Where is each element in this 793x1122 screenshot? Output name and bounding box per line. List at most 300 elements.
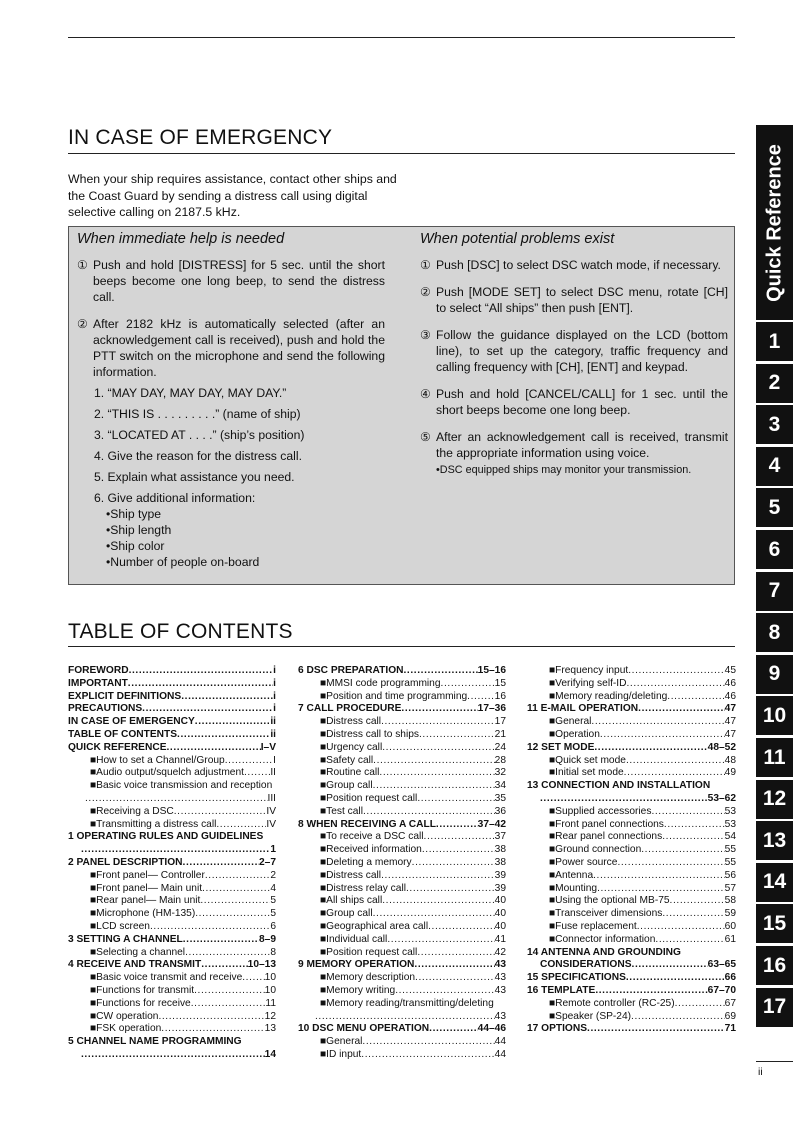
potential-problems-heading: When potential problems exist (420, 231, 615, 247)
toc-entry[interactable] (527, 844, 736, 857)
toc-entry[interactable] (298, 985, 506, 998)
toc-entry[interactable] (527, 793, 736, 806)
toc-entry[interactable] (527, 895, 736, 908)
toc-entry-title: 7 CALL PROCEDURE (298, 703, 402, 715)
step-text: Push and hold [DISTRESS] for 5 sec. until the short beeps become one long beep, to send the distress call. (93, 258, 385, 304)
chapter-tab-9[interactable]: 9 (756, 655, 793, 694)
toc-entry-title: ■Front panel— Main unit (90, 882, 203, 894)
step-number: ② (420, 285, 431, 299)
toc-dot-leader (382, 895, 494, 908)
dsc-monitor-note: •DSC equipped ships may monitor your transmission. (436, 464, 692, 476)
toc-entry-title: ■Front panel connections (549, 818, 664, 830)
toc-entry-title: ■Connector information (549, 933, 656, 945)
toc-entry[interactable] (527, 934, 736, 947)
toc-entry[interactable] (68, 1036, 276, 1049)
toc-dot-leader (441, 678, 495, 691)
toc-entry-title: ■Transceiver dimensions (549, 908, 663, 920)
toc-entry[interactable] (68, 895, 276, 908)
toc-page-number: i (273, 677, 276, 689)
toc-entry[interactable] (527, 716, 736, 729)
toc-dot-leader (387, 934, 494, 947)
toc-entry-title: ■Memory reading/transmitting/deleting (320, 997, 494, 1009)
toc-dot-leader (632, 959, 708, 972)
toc-entry[interactable] (298, 1011, 506, 1024)
toc-page-number: 47 (724, 716, 736, 728)
toc-entry[interactable] (68, 972, 276, 985)
toc-entry[interactable] (298, 959, 506, 972)
toc-entry-title: 12 SET MODE (527, 741, 595, 753)
toc-entry[interactable] (68, 844, 276, 857)
toc-dot-leader (424, 831, 495, 844)
toc-page-number: 38 (494, 844, 506, 856)
toc-entry-title: ■Distress call (320, 716, 382, 728)
toc-entry-title: ■Ground connection (549, 844, 642, 856)
chapter-tab-5[interactable]: 5 (756, 488, 793, 527)
toc-entry[interactable] (298, 895, 506, 908)
toc-entry-title: ■Quick set mode (549, 754, 626, 766)
toc-entry-title: ■Group call (320, 908, 373, 920)
toc-page-number: 43 (494, 984, 506, 996)
toc-page-number: 16 (494, 690, 506, 702)
toc-dot-leader (363, 806, 495, 819)
toc-page-number: 5 (270, 908, 276, 920)
toc-page-number: 40 (494, 895, 506, 907)
toc-entry[interactable] (68, 857, 276, 870)
toc-page-number: 60 (724, 920, 736, 932)
toc-entry[interactable] (298, 780, 506, 793)
toc-entry-title: 5 CHANNEL NAME PROGRAMMING (68, 1036, 242, 1048)
toc-entry[interactable] (527, 857, 736, 870)
toc-entry[interactable] (68, 793, 276, 806)
toc-entry-title: ■CW operation (90, 1010, 159, 1022)
toc-page-number: 15–16 (477, 665, 506, 676)
toc-entry-title: 14 ANTENNA AND GROUNDING (527, 946, 681, 958)
toc-dot-leader (626, 755, 725, 768)
toc-entry[interactable] (68, 959, 276, 972)
toc-entry[interactable] (68, 934, 276, 947)
toc-page-number: 8 (270, 946, 276, 958)
potential-step (420, 386, 728, 418)
toc-entry-title: ■Distress call to ships (320, 728, 419, 740)
toc-entry[interactable] (68, 908, 276, 921)
toc-entry[interactable] (527, 959, 736, 972)
toc-entry[interactable] (68, 1049, 276, 1062)
toc-dot-leader (142, 703, 273, 716)
toc-entry[interactable] (298, 947, 506, 960)
chapter-tab-14[interactable]: 14 (756, 863, 793, 902)
toc-entry-title: ■Safety call (320, 754, 374, 766)
toc-entry[interactable] (527, 691, 736, 704)
toc-dot-leader (412, 857, 495, 870)
toc-dot-leader (194, 985, 265, 998)
toc-entry[interactable] (298, 703, 506, 716)
chapter-tab-15[interactable]: 15 (756, 904, 793, 943)
toc-entry[interactable] (68, 947, 276, 960)
toc-entry-title: PRECAUTIONS (68, 703, 143, 715)
toc-column (298, 665, 506, 1062)
toc-dot-leader (429, 1023, 478, 1036)
potential-step (420, 284, 728, 316)
toc-entry[interactable] (298, 831, 506, 844)
quick-reference-label: Quick Reference (763, 143, 785, 302)
toc-entry[interactable] (68, 998, 276, 1011)
toc-entry-title: 11 E-MAIL OPERATION (527, 703, 639, 715)
toc-column (527, 665, 736, 1036)
toc-dot-leader (225, 755, 273, 768)
toc-entry-title: ■Receiving a DSC (90, 805, 174, 817)
toc-dot-leader (422, 844, 495, 857)
top-rule (68, 37, 735, 38)
toc-page-number: 54 (724, 831, 736, 843)
toc-dot-leader (403, 665, 477, 678)
toc-entry-title: 9 MEMORY OPERATION (298, 959, 415, 971)
toc-entry-title: ■Operation (549, 728, 600, 740)
toc-entry-title: ■Fuse replacement (549, 920, 637, 932)
toc-page-number: 49 (724, 767, 736, 779)
emergency-intro: When your ship requires assistance, contact other ships and the Coast Guard by sending a distress call using digital selective calling on 2187.5 kHz. (68, 172, 397, 219)
immediate-help-column (77, 231, 385, 570)
toc-entry[interactable] (298, 742, 506, 755)
toc-page-number: 43 (494, 959, 506, 971)
toc-entry[interactable] (68, 780, 276, 793)
toc-entry[interactable] (527, 1011, 736, 1024)
toc-page-number: 32 (494, 767, 506, 779)
toc-page-number: 14 (264, 1048, 276, 1060)
toc-entry[interactable] (298, 678, 506, 691)
toc-page-number: 39 (494, 882, 506, 894)
chapter-tab-7[interactable]: 7 (756, 572, 793, 611)
toc-entry[interactable] (68, 716, 276, 729)
toc-page-number: 69 (724, 1010, 736, 1022)
toc-entry[interactable] (68, 755, 276, 768)
toc-dot-leader (624, 767, 725, 780)
toc-entry-title: ■Memory reading/deleting (549, 690, 668, 702)
toc-entry[interactable] (68, 819, 276, 832)
toc-entry[interactable] (527, 908, 736, 921)
toc-entry-title: ■Group call (320, 780, 373, 792)
toc-entry-title: ■Memory writing (320, 984, 396, 996)
toc-dot-leader (595, 985, 707, 998)
chapter-tab-10[interactable]: 10 (756, 696, 793, 735)
toc-page-number: 56 (724, 869, 736, 881)
toc-entry-title: ■All ships call (320, 895, 383, 907)
chapter-tab-17[interactable]: 17 (756, 988, 793, 1027)
toc-entry[interactable] (298, 870, 506, 883)
toc-entry[interactable] (68, 691, 276, 704)
toc-page-number: 1 (270, 844, 276, 856)
toc-page-number: IV (266, 805, 276, 817)
chapter-tab-8[interactable]: 8 (756, 613, 793, 652)
toc-entry[interactable] (527, 1023, 736, 1036)
toc-page-number: 34 (494, 780, 506, 792)
toc-entry[interactable] (68, 831, 276, 844)
toc-dot-leader (161, 1023, 264, 1036)
toc-dot-leader (361, 1049, 494, 1062)
toc-entry[interactable] (298, 1049, 506, 1062)
chapter-tab-11[interactable]: 11 (756, 738, 793, 777)
toc-entry-title: ■Speaker (SP-24) (549, 1010, 632, 1022)
toc-page-number: 48–52 (707, 741, 736, 753)
toc-dot-leader (195, 908, 270, 921)
toc-page-number: 47 (724, 703, 736, 715)
toc-page-number: ii (270, 716, 276, 728)
toc-entry[interactable] (527, 665, 736, 678)
toc-entry-title: IMPORTANT (68, 677, 128, 689)
toc-entry[interactable] (68, 665, 276, 678)
toc-dot-leader (617, 857, 724, 870)
toc-page-number: 45 (724, 665, 736, 676)
toc-entry[interactable] (298, 665, 506, 678)
step-text: Push [MODE SET] to select DSC menu, rotate [CH] to select “All ships” then push [ENT]. (436, 285, 728, 315)
additional-info-bullet: •Ship type (106, 507, 162, 521)
toc-entry[interactable] (527, 767, 736, 780)
immediate-help-heading: When immediate help is needed (77, 231, 285, 247)
toc-page-number: 63–65 (707, 959, 736, 971)
toc-entry[interactable] (68, 921, 276, 934)
toc-entry-title: ■Routine call (320, 767, 380, 779)
toc-dot-leader (202, 883, 270, 896)
toc-dot-leader (664, 819, 725, 832)
quick-reference-tab[interactable] (756, 125, 793, 320)
toc-entry-title: ■Position request call (320, 946, 418, 958)
toc-entry-title: ■Memory description (320, 972, 416, 984)
step-number: ⑤ (420, 430, 431, 444)
toc-entry-title: ■Power source (549, 856, 618, 868)
toc-page-number: 10 (264, 972, 276, 984)
toc-entry-title: ■Functions for transmit (90, 984, 195, 996)
toc-entry[interactable] (298, 883, 506, 896)
toc-dot-leader (381, 870, 495, 883)
emergency-title: IN CASE OF EMERGENCY (68, 126, 333, 149)
toc-page-number: 38 (494, 856, 506, 868)
toc-entry[interactable] (527, 972, 736, 985)
toc-page-number: 36 (494, 805, 506, 817)
step-text: After 2182 kHz is automatically selected (after an acknowledgement call is received), push and hold the PTT switch on the microphone and send the following information. (93, 317, 385, 379)
distress-message-item: 4. Give the reason for the distress call. (94, 449, 302, 463)
toc-dot-leader (373, 908, 495, 921)
toc-dot-leader (85, 793, 268, 806)
chapter-tab-16[interactable]: 16 (756, 946, 793, 985)
toc-page-number: 15 (494, 677, 506, 689)
toc-entry-title: ■Individual call (320, 933, 388, 945)
toc-dot-leader (81, 844, 270, 857)
toc-entry[interactable] (527, 947, 736, 960)
toc-entry[interactable] (527, 678, 736, 691)
toc-entry[interactable] (298, 1036, 506, 1049)
toc-entry-title: 15 SPECIFICATIONS (527, 972, 626, 984)
toc-dot-leader (597, 883, 725, 896)
toc-dot-leader (593, 870, 725, 883)
chapter-tab-12[interactable]: 12 (756, 780, 793, 819)
toc-page-number: 35 (494, 792, 506, 804)
toc-page-number: 10–13 (247, 959, 276, 971)
toc-entry[interactable] (298, 998, 506, 1011)
toc-entry[interactable] (68, 767, 276, 780)
toc-dot-leader (626, 972, 725, 985)
toc-dot-leader (667, 691, 724, 704)
toc-dot-leader (591, 716, 724, 729)
chapter-tab-6[interactable]: 6 (756, 530, 793, 569)
toc-page-number: II (270, 767, 276, 779)
toc-entry-title: IN CASE OF EMERGENCY (68, 716, 195, 728)
toc-entry-title: ■Mounting (549, 882, 598, 894)
toc-page-number: 6 (270, 920, 276, 932)
toc-page-number: i (273, 703, 276, 715)
toc-entry[interactable] (68, 729, 276, 742)
chapter-tab-3[interactable]: 3 (756, 405, 793, 444)
toc-entry[interactable] (527, 806, 736, 819)
toc-entry-title: ■Distress call (320, 869, 382, 881)
toc-page-number: 12 (264, 1010, 276, 1022)
toc-page-number: I–V (260, 741, 276, 753)
toc-dot-leader (655, 934, 724, 947)
toc-page-number: 66 (724, 972, 736, 984)
toc-page-number: 17–36 (477, 703, 506, 715)
toc-entry[interactable] (68, 703, 276, 716)
toc-page-number: 48 (724, 754, 736, 766)
toc-entry-title: ■Microphone (HM-135) (90, 908, 196, 920)
toc-entry-title: ■MMSI code programming (320, 677, 441, 689)
toc-page-number: III (267, 792, 276, 804)
toc-entry[interactable] (527, 985, 736, 998)
toc-entry[interactable] (298, 729, 506, 742)
toc-entry[interactable] (527, 870, 736, 883)
toc-entry-title: ■Audio output/squelch adjustment (90, 767, 244, 779)
toc-page-number: 40 (494, 908, 506, 920)
toc-page-number: 8–9 (259, 933, 276, 945)
toc-entry[interactable] (527, 921, 736, 934)
toc-dot-leader (419, 729, 495, 742)
toc-dot-leader (638, 703, 725, 716)
toc-entry[interactable] (298, 934, 506, 947)
toc-entry[interactable] (298, 1023, 506, 1036)
toc-entry-title: ■To receive a DSC call (320, 831, 424, 843)
toc-entry[interactable] (298, 972, 506, 985)
toc-dot-leader (594, 742, 707, 755)
toc-entry[interactable] (298, 921, 506, 934)
toc-entry[interactable] (527, 729, 736, 742)
toc-page-number: 44–46 (477, 1023, 506, 1035)
toc-entry[interactable] (298, 857, 506, 870)
toc-entry[interactable] (68, 1023, 276, 1036)
toc-entry[interactable] (68, 742, 276, 755)
toc-page-number: 55 (724, 844, 736, 856)
toc-page-number: 2 (270, 869, 276, 881)
toc-entry[interactable] (298, 793, 506, 806)
toc-column (68, 665, 276, 1062)
toc-dot-leader (382, 742, 494, 755)
toc-dot-leader (675, 998, 725, 1011)
toc-page-number: 28 (494, 754, 506, 766)
toc-entry-title: ■ID input (320, 1048, 362, 1060)
chapter-tab-2[interactable]: 2 (756, 364, 793, 403)
toc-entry[interactable] (298, 691, 506, 704)
toc-dot-leader (183, 934, 259, 947)
toc-entry[interactable] (527, 755, 736, 768)
toc-dot-leader (174, 806, 267, 819)
toc-entry[interactable] (298, 806, 506, 819)
toc-entry[interactable] (527, 780, 736, 793)
toc-entry-title: ■Received information (320, 844, 422, 856)
toc-entry-title: FOREWORD (68, 665, 129, 676)
toc-dot-leader (436, 819, 478, 832)
chapter-tab-4[interactable]: 4 (756, 447, 793, 486)
toc-entry-title: 10 DSC MENU OPERATION (298, 1023, 430, 1035)
toc-entry-title: ■General (320, 1036, 363, 1048)
toc-title-rule (68, 646, 735, 647)
toc-page-number: 11 (265, 997, 276, 1009)
toc-entry[interactable] (298, 755, 506, 768)
distress-message-item: 1. “MAY DAY, MAY DAY, MAY DAY.” (94, 386, 287, 400)
toc-entry[interactable] (527, 742, 736, 755)
toc-entry-title: ■Rear panel connections (549, 831, 663, 843)
distress-message-item: 2. “THIS IS . . . . . . . . .” (name of ship) (94, 407, 301, 421)
step-text: Follow the guidance displayed on the LCD (bottom line), to set up the category, traffic frequency and calling frequency with [CH], [ENT] and keypad. (436, 328, 728, 374)
toc-entry[interactable] (298, 767, 506, 780)
toc-dot-leader (191, 998, 266, 1011)
toc-dot-leader (395, 985, 494, 998)
toc-entry[interactable] (68, 1011, 276, 1024)
toc-dot-leader (81, 1049, 265, 1062)
toc-dot-leader (195, 716, 271, 729)
additional-info-bullet: •Ship length (106, 523, 172, 537)
toc-page-number: 37 (494, 831, 506, 843)
toc-entry-title: TABLE OF CONTENTS (68, 728, 178, 740)
toc-dot-leader (670, 895, 725, 908)
toc-entry-title: ■Basic voice transmit and receive (90, 972, 243, 984)
toc-entry[interactable] (298, 716, 506, 729)
toc-dot-leader (417, 947, 494, 960)
toc-dot-leader (540, 793, 708, 806)
toc-page-number: 42 (494, 946, 506, 958)
toc-entry-title: 8 WHEN RECEIVING A CALL (298, 818, 436, 830)
toc-entry[interactable] (527, 831, 736, 844)
immediate-step (77, 316, 385, 380)
toc-entry[interactable] (527, 998, 736, 1011)
toc-dot-leader (662, 831, 724, 844)
toc-entry[interactable] (68, 678, 276, 691)
toc-entry[interactable] (527, 703, 736, 716)
toc-entry[interactable] (68, 985, 276, 998)
toc-dot-leader (637, 921, 725, 934)
toc-entry[interactable] (298, 819, 506, 832)
toc-dot-leader (467, 691, 495, 704)
toc-dot-leader (379, 767, 494, 780)
toc-entry[interactable] (527, 819, 736, 832)
toc-page-number: 40 (494, 920, 506, 932)
toc-entry[interactable] (68, 806, 276, 819)
toc-page-number: i (273, 665, 276, 676)
toc-page-number: I (273, 754, 276, 766)
toc-entry-title: ■Basic voice transmission and reception (90, 780, 273, 792)
toc-entry[interactable] (68, 870, 276, 883)
toc-entry-title: 13 CONNECTION AND INSTALLATION (527, 780, 711, 792)
chapter-tab-1[interactable]: 1 (756, 322, 793, 361)
toc-dot-leader (373, 755, 495, 768)
toc-entry[interactable] (298, 908, 506, 921)
toc-entry-title: ■Deleting a memory (320, 856, 412, 868)
toc-dot-leader (600, 729, 725, 742)
toc-entry[interactable] (68, 883, 276, 896)
step-number: ① (420, 258, 431, 272)
toc-dot-leader (381, 716, 495, 729)
toc-entry[interactable] (527, 883, 736, 896)
toc-page-number: 53–62 (707, 792, 736, 804)
toc-entry-title: ■FSK operation (90, 1023, 162, 1035)
toc-entry[interactable] (298, 844, 506, 857)
chapter-tab-13[interactable]: 13 (756, 821, 793, 860)
bottom-right-rule (756, 1061, 793, 1062)
